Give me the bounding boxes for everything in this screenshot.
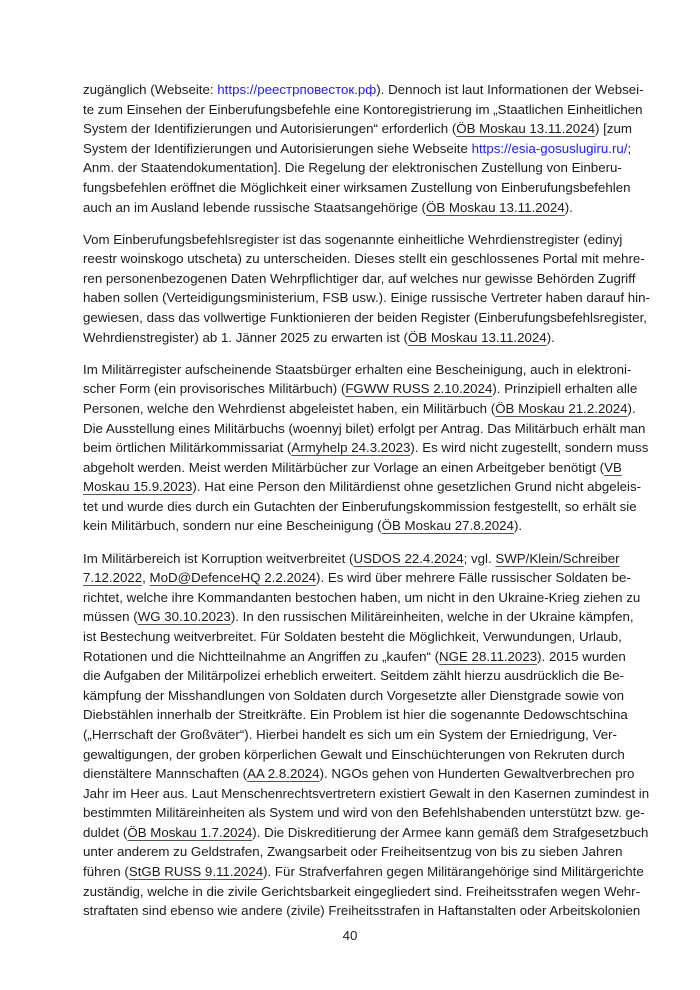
- text-span: Diebstählen innerhalb der Streitkräfte. Ein Problem ist hier die sogenannte Dedowschtschina: [83, 707, 628, 723]
- citation-link[interactable]: WG 30.10.2023: [137, 609, 231, 625]
- text-span: ; vgl.: [463, 550, 496, 566]
- citation-link[interactable]: VB: [604, 459, 622, 475]
- text-span: ). Es wird nicht zugestellt, sondern muss: [410, 440, 649, 456]
- citation-link[interactable]: ÖB Moskau 21.2.2024: [495, 400, 628, 416]
- citation-link[interactable]: NGE 28.11.2023: [439, 648, 538, 664]
- text-line: [83, 549, 620, 569]
- text-line: [83, 882, 641, 902]
- text-line: [83, 764, 635, 784]
- citation-link[interactable]: MoD@DefenceHQ 2.2.2024: [149, 570, 317, 586]
- text-line: [83, 139, 632, 159]
- citation-link[interactable]: ÖB Moskau 1.7.2024: [127, 824, 253, 840]
- text-span: ,: [142, 570, 150, 586]
- text-line: [83, 803, 645, 823]
- text-span: straftaten sind ebenso wie andere (zivile) Freiheitsstrafen in Haftanstalten oder Arbeitskolonien: [83, 903, 641, 919]
- text-line: [83, 269, 636, 289]
- text-span: ). Dennoch ist laut Informationen der Websei-: [376, 82, 644, 97]
- text-line: [83, 100, 643, 120]
- text-span: ). Für Strafverfahren gegen Militärangehörige sind Militärgerichte: [263, 864, 644, 880]
- citation-link[interactable]: FGWW RUSS 2.10.2024: [345, 381, 493, 397]
- text-line: [83, 288, 650, 308]
- text-line: [83, 823, 649, 843]
- page-number: 40: [342, 928, 358, 943]
- text-line: [83, 901, 641, 921]
- citation-link[interactable]: 7.12.2022: [83, 570, 143, 586]
- text-span: („Herrschaft der Großväter“). Hierbei handelt es sich um ein System der Erniedrigung, Ver-: [83, 726, 617, 742]
- text-span: müssen (: [83, 609, 138, 625]
- text-span: scher Form (ein provisorisches Militärbuch) (: [83, 381, 346, 397]
- text-span: Personen, welche den Wehrdienst abgeleistet haben, ein Militärbuch (: [83, 400, 496, 416]
- paragraph: [83, 549, 650, 921]
- citation-link[interactable]: USDOS 22.4.2024: [353, 550, 464, 566]
- text-span: ). NGOs gehen von Hunderten Gewaltverbrechen pro: [319, 766, 635, 782]
- text-span: Wehrdienstregister) ab 1. Jänner 2025 zu erwarten ist (: [83, 329, 408, 345]
- document-body: [83, 80, 650, 933]
- text-line: [83, 438, 649, 458]
- text-span: kämpfung der Misshandlungen von Soldaten durch Vorgesetzte aller Dienstgrade sowie von: [83, 687, 625, 703]
- citation-link[interactable]: ÖB Moskau 27.8.2024: [381, 518, 514, 534]
- text-line: [83, 328, 617, 348]
- hyperlink[interactable]: https://реестрповесток.рф: [217, 82, 377, 97]
- text-line: [83, 119, 632, 139]
- paragraph: [83, 230, 650, 348]
- text-span: abgeholt werden. Meist werden Militärbücher zur Vorlage an einen Arbeitgeber benötigt (: [83, 459, 605, 475]
- text-line: [83, 516, 617, 536]
- text-line: [83, 249, 645, 269]
- text-line: [83, 230, 623, 250]
- text-span: tet und wurde dies durch ein Gutachten der Einberufungskommission festgestellt, so erhält sie: [83, 498, 637, 514]
- text-line: [83, 379, 638, 399]
- text-span: ).: [564, 199, 573, 215]
- text-span: ).: [513, 518, 523, 534]
- paragraph: [83, 360, 649, 536]
- text-span: zugänglich (Webseite:: [83, 82, 218, 97]
- text-line: [83, 158, 622, 178]
- text-line: [83, 627, 622, 647]
- text-span: richtet, welche ihre Kommandanten bestochen haben, um nicht in den Ukraine-Krieg ziehen zu: [83, 589, 641, 605]
- text-span: haben sollen (Verteidigungsministerium, FSB usw.). Einige russische Vertreter haben darauf hin-: [83, 290, 650, 306]
- text-line: [83, 666, 625, 686]
- text-line: [83, 647, 626, 667]
- text-span: ren personenbezogenen Daten Wehrpflichtiger dar, auf welches nur gewisse Behörden Zugriff: [83, 270, 636, 286]
- text-line: [83, 686, 625, 706]
- text-span: Im Militärbereich ist Korruption weitverbreitet (: [83, 550, 354, 566]
- text-span: Jahr im Heer aus. Laut Menschenrechtsvertretern existiert Gewalt in den Kasernen zumindest in: [83, 785, 650, 801]
- text-span: ).: [627, 400, 636, 416]
- text-span: führen (: [83, 864, 129, 880]
- text-span: dienstältere Mannschaften (: [83, 766, 248, 782]
- text-span: ). Prinzipiell erhalten alle: [492, 381, 638, 397]
- text-line: [83, 198, 617, 218]
- citation-link[interactable]: AA 2.8.2024: [247, 766, 320, 782]
- text-line: [83, 360, 632, 380]
- text-line: [83, 784, 650, 804]
- text-line: [83, 725, 617, 745]
- citation-link[interactable]: ÖB Moskau 13.11.2024: [407, 329, 547, 345]
- text-span: die Aufgaben der Militärpolizei erheblich erweitert. Seitdem zählt hierzu ausdrücklich die Be-: [83, 668, 625, 684]
- text-line: [83, 80, 644, 100]
- text-span: beim örtlichen Militärkommissariat (: [83, 440, 292, 456]
- text-span: auch an im Ausland lebende russische Staatsangehörige (: [83, 199, 426, 215]
- citation-link[interactable]: StGB RUSS 9.11.2024: [128, 864, 264, 880]
- citation-link[interactable]: Moskau 15.9.2023: [83, 479, 193, 495]
- text-span: bestimmten Militäreinheiten als System und wird von den Befehlshabenden unterstützt bzw. ge-: [83, 805, 645, 821]
- text-span: duldet (: [83, 824, 128, 840]
- text-span: fungsbefehlen eröffnet die Möglichkeit einer wirksamen Zustellung von Einberufungsbefehlen: [83, 179, 631, 195]
- text-span: Vom Einberufungsbefehlsregister ist das sogenannte einheitliche Wehrdienstregister (edinyj: [83, 231, 623, 247]
- text-span: te zum Einsehen der Einberufungsbefehle eine Kontoregistrierung im „Staatlichen Einheitlichen: [83, 101, 643, 117]
- text-line: [83, 477, 642, 497]
- paragraph: [83, 80, 644, 217]
- text-span: ). Hat eine Person den Militärdienst ohne gesetzlichen Grund nicht abgeleis-: [192, 479, 642, 495]
- text-span: gewaltigungen, der groben körperlichen Gewalt und Einschüchterungen von Rekruten durch: [83, 746, 625, 762]
- text-span: ist Bestechung weitverbreitet. Für Soldaten besteht die Möglichkeit, Verwundungen, Urlaub,: [83, 628, 622, 644]
- text-span: Die Ausstellung eines Militärbuchs (woennyj bilet) erfolgt per Antrag. Das Militärbuch erhält man: [83, 420, 646, 436]
- text-line: [83, 568, 631, 588]
- text-span: ;: [627, 140, 632, 156]
- text-span: ). In den russischen Militäreinheiten, welche in der Ukraine kämpfen,: [230, 609, 634, 625]
- text-line: [83, 308, 647, 328]
- text-span: Anm. der Staatendokumentation]. Die Regelung der elektronischen Zustellung von Einberu-: [83, 160, 622, 176]
- text-span: ). Es wird über mehrere Fälle russischer Soldaten be-: [316, 570, 631, 586]
- text-span: Im Militärregister aufscheinende Staatsbürger erhalten eine Bescheinigung, auch in elektroni-: [83, 361, 632, 377]
- text-line: [83, 842, 623, 862]
- text-span: System der Identifizierungen und Autorisierungen siehe Webseite: [83, 140, 472, 156]
- text-span: kein Militärbuch, sondern nur eine Bescheinigung (: [83, 518, 382, 534]
- citation-link[interactable]: Armyhelp 24.3.2023: [291, 440, 411, 456]
- text-span: ) [zum: [594, 121, 632, 137]
- text-line: [83, 745, 625, 765]
- text-line: [83, 178, 631, 198]
- text-line: [83, 862, 644, 882]
- text-span: ). 2015 wurden: [537, 648, 626, 664]
- text-span: unter anderem zu Geldstrafen, Zwangsarbeit oder Freiheitsentzug von bis zu sieben Jahren: [83, 844, 623, 860]
- text-span: System der Identifizierungen und Autorisierungen“ erforderlich (: [83, 121, 457, 137]
- text-line: [83, 419, 646, 439]
- text-span: Rotationen und die Nichtteilnahme an Angriffen zu „kaufen“ (: [83, 648, 440, 664]
- text-span: ).: [546, 329, 555, 345]
- text-span: ). Die Diskreditierung der Armee kann gemäß dem Strafgesetzbuch: [252, 824, 649, 840]
- citation-link[interactable]: ÖB Moskau 13.11.2024: [426, 199, 565, 215]
- text-line: [83, 607, 634, 627]
- text-line: [83, 458, 622, 478]
- citation-link[interactable]: SWP/Klein/Schreiber: [495, 550, 620, 566]
- text-line: [83, 705, 628, 725]
- hyperlink[interactable]: https://esia-gosuslugiru.ru/: [471, 140, 628, 156]
- text-line: [83, 588, 641, 608]
- text-span: zuständig, welche in die zivile Gerichtsbarkeit eingegliedert sind. Freiheitsstrafen wegen Wehr-: [83, 883, 641, 899]
- text-span: gewiesen, dass das vollwertige Funktionieren der beiden Register (Einberufungsbefehlsregister,: [83, 310, 647, 326]
- text-line: [83, 399, 636, 419]
- text-span: reestr woinskogo utscheta) zu unterscheiden. Dieses stellt ein geschlossenes Portal mit mehre-: [83, 251, 645, 267]
- text-line: [83, 497, 637, 517]
- citation-link[interactable]: ÖB Moskau 13.11.2024: [456, 121, 595, 137]
